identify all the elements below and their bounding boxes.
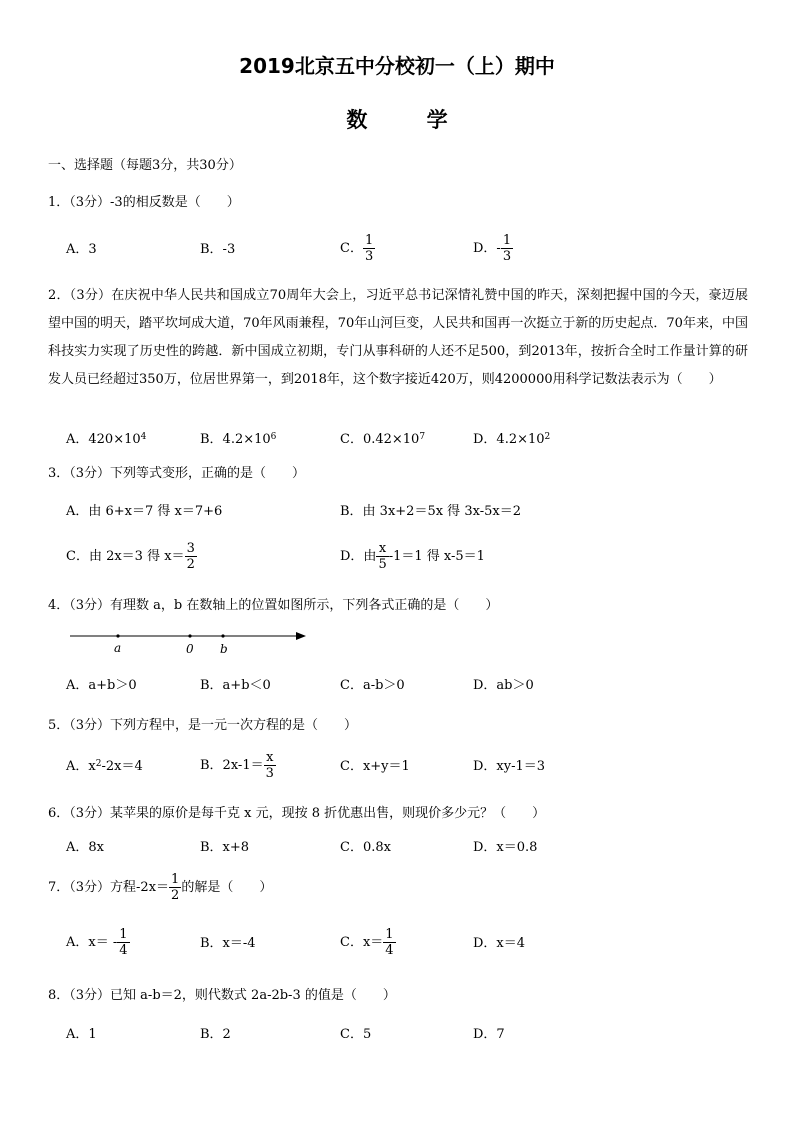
question-2-option-b	[200, 431, 276, 449]
denominator: 5	[378, 557, 387, 572]
question-7-option-a	[66, 927, 130, 958]
question-3-option-b: B．由 3x+2＝5x 得 3x-5x＝2	[340, 504, 521, 519]
label-a: a	[114, 641, 122, 655]
question-5-option-a	[66, 758, 143, 776]
question-6-stem: 6．（3分）某苹果的原价是每千克 x 元，现按 8 折优惠出售，则现价多少元？（ ）	[48, 806, 546, 821]
option-label: C．x＝	[340, 935, 384, 950]
question-8-stem: 8．（3分）已知 a-b＝2，则代数式 2a-2b-3 的值是（ ）	[48, 988, 396, 1003]
question-4-stem: 4．（3分）有理数 a，b 在数轴上的位置如图所示，下列各式正确的是（ ）	[48, 598, 499, 613]
denominator: 3	[502, 249, 512, 264]
exponent: 6	[270, 432, 277, 442]
question-2-option-a	[66, 431, 146, 449]
denominator: 3	[364, 249, 374, 264]
option-suffix: -2x＝4	[101, 759, 143, 774]
question-6-option-a: A．8x	[66, 840, 104, 855]
numerator: 1	[171, 872, 180, 887]
question-4-option-b: B．a+b＜0	[200, 678, 271, 693]
fraction	[264, 750, 276, 781]
numerator: 1	[502, 233, 512, 248]
question-7-option-c	[340, 927, 396, 958]
question-5-option-b	[200, 750, 276, 781]
denominator: 2	[186, 557, 195, 572]
fraction	[376, 541, 388, 572]
option-base: D．4.2×10	[473, 432, 545, 447]
exponent: 2	[95, 759, 102, 769]
fraction	[501, 233, 513, 264]
numerator: 1	[385, 927, 394, 942]
question-8-option-c: C．5	[340, 1027, 372, 1042]
exam-title: 2019北京五中分校初一（上）期中	[239, 54, 555, 78]
option-base: B．4.2×10	[200, 432, 271, 447]
question-1-option-d	[473, 233, 513, 264]
question-6-option-b: B．x+8	[200, 840, 250, 855]
option-label: A．x＝ -	[66, 935, 118, 950]
question-7-option-d: D．x＝4	[473, 936, 526, 951]
option-label: C．由 2x＝3 得 x＝	[66, 549, 185, 564]
point-b	[221, 634, 224, 637]
option-label: D．-	[473, 241, 501, 256]
question-7-option-b: B．x＝-4	[200, 936, 256, 951]
numerator: 1	[364, 233, 374, 248]
exponent: 2	[544, 432, 551, 442]
question-3-option-d	[340, 541, 485, 572]
question-8-option-d: D．7	[473, 1027, 505, 1042]
number-line-figure	[66, 624, 316, 658]
question-5-stem: 5．（3分）下列方程中，是一元一次方程的是（ ）	[48, 718, 358, 733]
question-2-option-d	[473, 431, 550, 449]
fraction	[117, 927, 129, 958]
question-3-option-a: A．由 6+x＝7 得 x＝7+6	[66, 504, 223, 519]
question-3-option-c	[66, 541, 197, 572]
question-4-option-c: C．a-b＞0	[340, 678, 405, 693]
question-1-option-a: A．3	[66, 242, 97, 257]
stem-prefix: 7．（3分）方程-2x＝	[48, 880, 170, 895]
exponent: 4	[140, 432, 147, 442]
denominator: 4	[385, 943, 394, 958]
fraction	[185, 541, 197, 572]
question-4-option-a: A．a+b＞0	[66, 678, 137, 693]
option-base: A．x	[66, 759, 96, 774]
numerator: 1	[119, 927, 128, 942]
fraction	[363, 233, 375, 264]
number-line-arrow	[296, 632, 306, 640]
fraction	[169, 872, 181, 903]
question-7-stem	[48, 872, 272, 903]
numerator: x	[376, 541, 388, 557]
question-8-option-a: A．1	[66, 1027, 97, 1042]
label-b: b	[220, 642, 228, 656]
denominator: 2	[171, 888, 180, 903]
option-suffix: -1＝1 得 x-5＝1	[388, 549, 485, 564]
question-6-option-d: D．x＝0.8	[473, 840, 538, 855]
option-base: C．0.42×10	[340, 432, 420, 447]
question-5-option-c: C．x+y＝1	[340, 759, 410, 774]
question-4-option-d: D．ab＞0	[473, 678, 534, 693]
option-label: D．由	[340, 549, 377, 564]
section-heading: 一、选择题（每题3分，共30分）	[48, 158, 242, 173]
question-1-option-b: B．-3	[200, 242, 236, 257]
numerator: 3	[186, 541, 195, 556]
stem-suffix: 的解是（ ）	[181, 880, 273, 895]
question-1-option-c	[340, 233, 375, 264]
option-base: A．420×10	[66, 432, 141, 447]
exponent: 7	[419, 432, 426, 442]
denominator: 4	[119, 943, 128, 958]
question-2-option-c	[340, 431, 425, 449]
option-label: C．	[340, 241, 363, 256]
question-1-stem: 1．（3分）-3的相反数是（ ）	[48, 195, 240, 210]
question-2-stem: 2．（3分）在庆祝中华人民共和国成立70周年大会上，习近平总书记深情礼赞中国的昨天，深刻把握中国的今天，豪迈展望中国的明天，踏平坎坷成大道，70年风雨兼程，70年山河巨变，人民共和国再一次挺立于新的历史起点．70年来，中国科技实力实现了历史性的跨越．新中国成立初期，专门从事科研的人还不足500，到2013年，按折合全时工作量计算的研发人员已经超过350万，位居世界第一，到2018年，这个数字接近420万，则4200000用科学记数法表示为（ ）	[48, 288, 748, 387]
question-5-option-d: D．xy-1＝3	[473, 759, 546, 774]
denominator: 3	[265, 766, 274, 781]
label-zero: 0	[186, 642, 194, 656]
point-zero	[188, 634, 191, 637]
point-a	[116, 634, 119, 637]
exam-subject: 数 学	[346, 108, 474, 132]
question-8-option-b: B．2	[200, 1027, 231, 1042]
question-3-stem: 3．（3分）下列等式变形，正确的是（ ）	[48, 466, 306, 481]
fraction	[383, 927, 395, 958]
numerator: x	[264, 750, 276, 766]
question-6-option-c: C．0.8x	[340, 840, 391, 855]
option-label: B．2x-1＝	[200, 758, 264, 773]
